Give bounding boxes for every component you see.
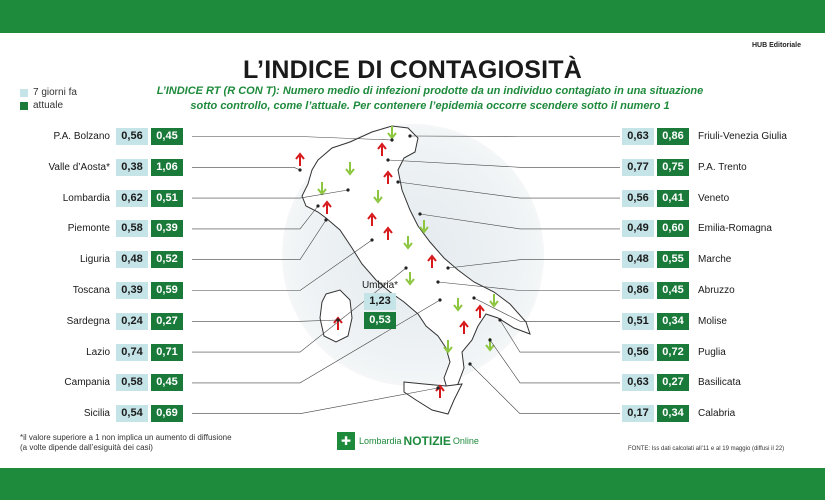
leader-line <box>192 300 440 383</box>
leader-line <box>420 214 620 229</box>
region-prev-value: 0,54 <box>116 405 148 422</box>
region-row <box>622 405 822 422</box>
leader-line <box>448 260 620 268</box>
footnote <box>20 433 280 453</box>
leader-line <box>490 340 620 383</box>
footnote-line-2: (a volte dipende dall’esiguità dei casi) <box>20 443 153 452</box>
region-row <box>24 220 186 237</box>
source-note: FONTE: Iss dati calcolati all’11 e al 19 maggio (diffusi il 22) <box>628 446 785 452</box>
leader-line <box>398 182 620 198</box>
region-curr-value: 0,75 <box>657 159 689 176</box>
region-curr-value: 0,27 <box>657 374 689 391</box>
region-name: Friuli-Venezia Giulia <box>698 131 787 142</box>
region-row <box>622 251 822 268</box>
region-row <box>622 128 822 145</box>
region-row <box>24 128 186 145</box>
region-name: Lombardia <box>62 192 110 204</box>
region-point <box>498 318 501 321</box>
region-curr-value: 0,34 <box>657 405 689 422</box>
region-name: Veneto <box>698 192 730 204</box>
region-prev-value: 0,77 <box>622 159 654 176</box>
subtitle-line-2: sotto controllo, come l’attuale. Per contenere l’epidemia occorre scendere sotto il numero 1 <box>190 100 670 112</box>
region-curr-value: 0,51 <box>151 190 183 207</box>
region-prev-value: 0,63 <box>622 374 654 391</box>
region-prev-value: 0,56 <box>622 190 654 207</box>
region-name: P.A. Trento <box>698 161 747 173</box>
region-prev-value: 0,24 <box>116 313 148 330</box>
leader-line <box>192 220 326 260</box>
page-title: L’INDICE DI CONTAGIOSITÀ <box>242 56 583 84</box>
region-row <box>24 374 186 391</box>
region-curr-value: 0,69 <box>151 405 183 422</box>
region-prev-value: 0,56 <box>116 128 148 145</box>
region-prev-value: 0,58 <box>116 220 148 237</box>
region-curr-value: 0,52 <box>151 251 183 268</box>
region-curr-value: 0,34 <box>657 313 689 330</box>
umbria-prev-value: 1,23 <box>364 293 396 310</box>
region-prev-value: 0,74 <box>116 344 148 361</box>
sicily-shape <box>404 382 462 414</box>
region-curr-value: 0,72 <box>657 344 689 361</box>
leader-line <box>192 167 300 170</box>
region-row <box>622 220 822 237</box>
leader-line <box>192 206 318 229</box>
brand-highlight: NOTIZIE <box>403 434 451 448</box>
umbria-label: Umbria* <box>361 280 399 291</box>
brand-logo <box>337 432 479 450</box>
region-name: Abruzzo <box>698 285 735 296</box>
region-point <box>386 158 389 161</box>
region-prev-value: 0,58 <box>116 374 148 391</box>
region-row <box>622 190 822 207</box>
region-row <box>24 159 186 176</box>
region-point <box>298 168 301 171</box>
region-name: Marche <box>698 254 732 266</box>
region-name: Piemonte <box>67 223 110 235</box>
region-row <box>24 405 186 422</box>
region-point <box>346 188 349 191</box>
region-prev-value: 0,63 <box>622 128 654 145</box>
region-point <box>472 296 475 299</box>
leader-line <box>192 240 372 291</box>
region-name: Liguria <box>79 254 110 266</box>
region-point <box>446 266 449 269</box>
region-prev-value: 0,56 <box>622 344 654 361</box>
region-row <box>622 159 822 176</box>
region-name: Puglia <box>698 346 726 358</box>
region-point <box>438 298 441 301</box>
region-point <box>404 266 407 269</box>
region-curr-value: 0,71 <box>151 344 183 361</box>
region-point <box>370 238 373 241</box>
region-curr-value: 0,45 <box>151 128 183 145</box>
region-point <box>316 204 319 207</box>
region-prev-value: 0,17 <box>622 405 654 422</box>
region-point <box>408 134 411 137</box>
region-point <box>396 180 399 183</box>
region-point <box>468 362 471 365</box>
region-name: Emilia-Romagna <box>698 223 772 235</box>
region-curr-value: 0,86 <box>657 128 689 145</box>
region-point <box>390 138 393 141</box>
region-prev-value: 0,48 <box>116 251 148 268</box>
region-row <box>24 251 186 268</box>
region-curr-value: 0,55 <box>657 251 689 268</box>
region-curr-value: 0,39 <box>151 220 183 237</box>
region-row <box>622 344 822 361</box>
umbria-curr-value: 0,53 <box>364 312 396 329</box>
region-name: Sicilia <box>83 408 110 420</box>
leader-line <box>192 320 338 321</box>
region-name: P.A. Bolzano <box>53 131 110 142</box>
region-row <box>24 313 186 330</box>
sardinia-shape <box>320 290 352 342</box>
brand-name: Lombardia <box>359 436 402 446</box>
region-name: Molise <box>698 315 727 327</box>
leader-line <box>470 364 620 414</box>
region-name: Lazio <box>86 346 110 358</box>
publisher-label: HUB Editoriale <box>751 42 801 49</box>
arrow-up-icon <box>296 154 304 166</box>
subtitle-line-1: L’INDICE RT (R CON T): Numero medio di infezioni prodotte da un individuo contagiato in una situazione <box>156 85 704 97</box>
region-prev-value: 0,86 <box>622 282 654 299</box>
region-name: Campania <box>64 377 110 389</box>
region-curr-value: 1,06 <box>151 159 183 176</box>
leader-line <box>388 160 620 167</box>
region-row <box>24 282 186 299</box>
region-prev-value: 0,62 <box>116 190 148 207</box>
legend-label-prev: 7 giorni fa <box>33 87 77 98</box>
region-curr-value: 0,45 <box>657 282 689 299</box>
region-prev-value: 0,39 <box>116 282 148 299</box>
region-prev-value: 0,38 <box>116 159 148 176</box>
region-name: Basilicata <box>698 377 741 389</box>
legend-label-curr: attuale <box>33 100 64 111</box>
brand-suffix: Online <box>452 436 479 446</box>
region-curr-value: 0,45 <box>151 374 183 391</box>
region-row <box>622 313 822 330</box>
region-row <box>24 190 186 207</box>
region-row <box>622 374 822 391</box>
brand-mark-icon: ✚ <box>337 432 355 450</box>
region-curr-value: 0,41 <box>657 190 689 207</box>
region-prev-value: 0,48 <box>622 251 654 268</box>
region-point <box>418 212 421 215</box>
region-point <box>324 218 327 221</box>
region-curr-value: 0,59 <box>151 282 183 299</box>
footnote-line-1: *il valore superiore a 1 non implica un aumento di diffusione <box>20 433 232 442</box>
region-point <box>436 280 439 283</box>
region-curr-value: 0,60 <box>657 220 689 237</box>
region-curr-value: 0,27 <box>151 313 183 330</box>
region-point <box>436 386 439 389</box>
region-name: Toscana <box>72 285 110 296</box>
region-prev-value: 0,49 <box>622 220 654 237</box>
region-row <box>24 344 186 361</box>
umbria-callout <box>360 280 400 329</box>
region-point <box>488 338 491 341</box>
leader-line <box>192 388 438 414</box>
leader-line <box>410 136 620 137</box>
region-name: Sardegna <box>66 315 110 327</box>
region-name: Valle d’Aosta* <box>48 161 110 173</box>
region-row <box>622 282 822 299</box>
region-prev-value: 0,51 <box>622 313 654 330</box>
region-name: Calabria <box>698 408 736 420</box>
